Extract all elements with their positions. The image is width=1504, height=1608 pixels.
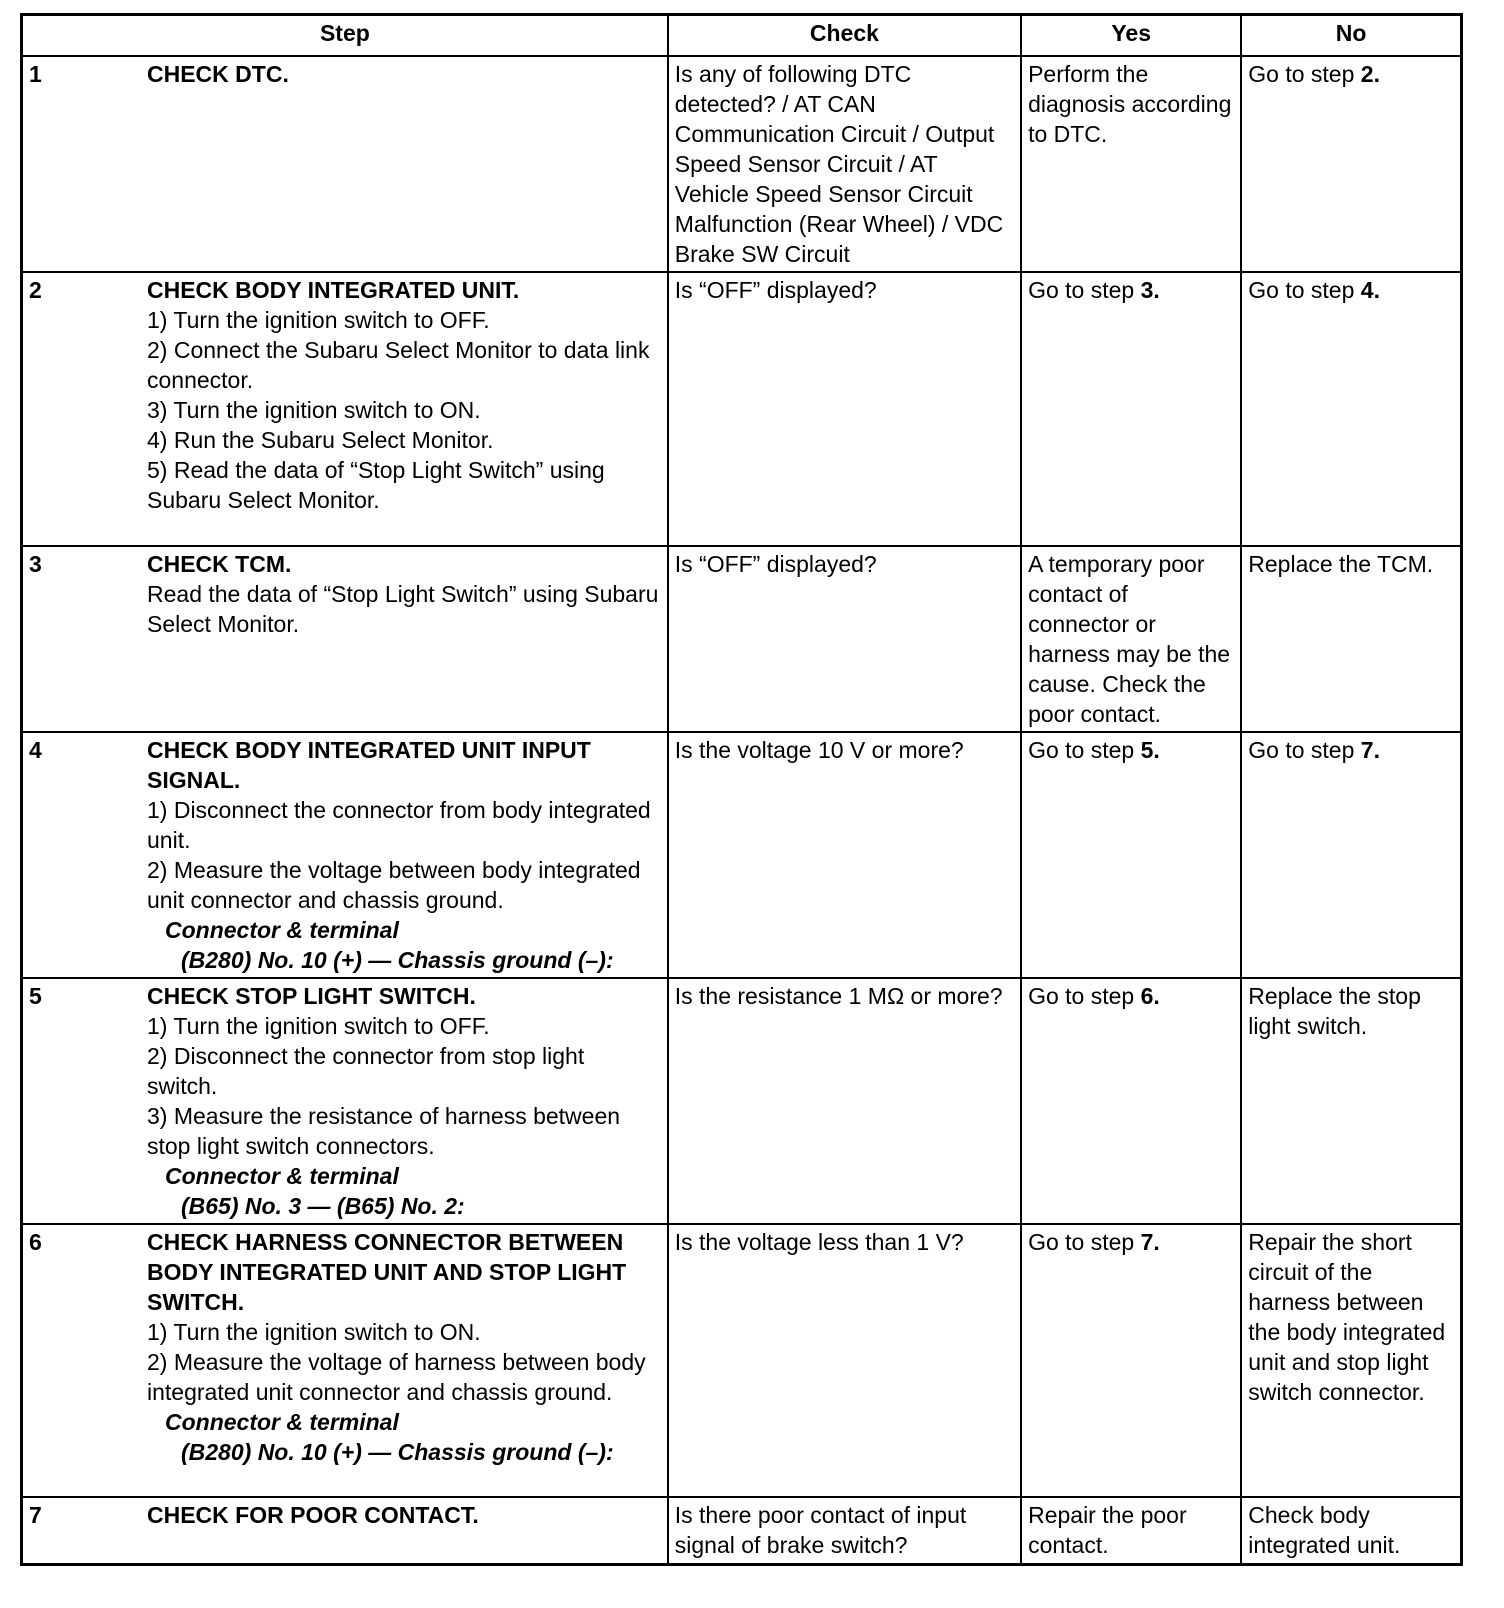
yes-step-ref: 5. — [1140, 737, 1160, 763]
step-instruction: 1) Turn the ignition switch to OFF. — [147, 307, 490, 333]
no-step-ref: 7. — [1360, 737, 1380, 763]
step-content — [147, 1500, 661, 1530]
header-row — [22, 15, 1462, 57]
no-step-ref: 2. — [1360, 61, 1380, 87]
step-title: CHECK BODY INTEGRATED UNIT. — [147, 277, 520, 303]
step-instruction: 2) Measure the voltage of harness between body integrated unit connector and chassis ground. — [147, 1349, 646, 1405]
step-number: 2 — [29, 277, 42, 303]
no-text: Replace the TCM. — [1248, 551, 1434, 577]
check-cell: Is the resistance 1 MΩ or more? — [668, 978, 1021, 1224]
yes-cell — [1021, 1224, 1241, 1497]
check-cell: Is the voltage less than 1 V? — [668, 1224, 1021, 1497]
step-title: CHECK FOR POOR CONTACT. — [147, 1502, 479, 1528]
yes-cell — [1021, 978, 1241, 1224]
step-content — [147, 1227, 661, 1467]
connector-terminal: (B280) No. 10 (+) — Chassis ground (–): — [181, 947, 614, 973]
header-yes: Yes — [1021, 15, 1241, 57]
step-instruction: 1) Turn the ignition switch to OFF. — [147, 1013, 490, 1039]
step-instruction: 1) Turn the ignition switch to ON. — [147, 1319, 481, 1345]
table-row — [22, 56, 1462, 272]
step-content — [147, 549, 661, 639]
step-cell — [22, 546, 668, 732]
check-cell: Is “OFF” displayed? — [668, 546, 1021, 732]
no-cell — [1241, 546, 1461, 732]
yes-text: Perform the diagnosis according to DTC. — [1028, 61, 1232, 147]
step-title: CHECK TCM. — [147, 551, 292, 577]
yes-cell — [1021, 272, 1241, 546]
step-number: 5 — [29, 983, 42, 1009]
check-cell: Is any of following DTC detected? / AT CAN Communication Circuit / Output Speed Sensor Circuit / AT Vehicle Speed Sensor Circuit Malfunction (Rear Wheel) / VDC Brake SW Circuit — [668, 56, 1021, 272]
yes-cell — [1021, 56, 1241, 272]
step-title: CHECK BODY INTEGRATED UNIT INPUT SIGNAL. — [147, 737, 591, 793]
connector-terminal: (B65) No. 3 — (B65) No. 2: — [181, 1193, 465, 1219]
step-cell — [22, 732, 668, 978]
no-cell — [1241, 732, 1461, 978]
yes-cell — [1021, 546, 1241, 732]
yes-text: A temporary poor contact of connector or harness may be the cause. Check the poor contact. — [1028, 551, 1231, 727]
step-number: 1 — [29, 61, 42, 87]
check-cell: Is “OFF” displayed? — [668, 272, 1021, 546]
step-cell — [22, 978, 668, 1224]
step-content — [147, 59, 661, 89]
step-instruction: 3) Turn the ignition switch to ON. — [147, 397, 481, 423]
step-instruction: 2) Connect the Subaru Select Monitor to data link connector. — [147, 337, 650, 393]
no-text: Check body integrated unit. — [1248, 1502, 1401, 1558]
step-number: 3 — [29, 551, 42, 577]
step-instruction: 5) Read the data of “Stop Light Switch” using Subaru Select Monitor. — [147, 457, 605, 513]
step-title: CHECK STOP LIGHT SWITCH. — [147, 983, 476, 1009]
yes-step-ref: 6. — [1140, 983, 1160, 1009]
step-number: 6 — [29, 1229, 42, 1255]
yes-cell — [1021, 1497, 1241, 1564]
header-no: No — [1241, 15, 1461, 57]
no-step-ref: 4. — [1360, 277, 1380, 303]
no-text: Repair the short circuit of the harness between the body integrated unit and stop light switch connector. — [1248, 1229, 1446, 1405]
yes-text: Go to step — [1028, 277, 1141, 303]
step-title: CHECK DTC. — [147, 61, 289, 87]
step-instruction: 3) Measure the resistance of harness between stop light switch connectors. — [147, 1103, 621, 1159]
no-cell — [1241, 1497, 1461, 1564]
step-instruction: 4) Run the Subaru Select Monitor. — [147, 427, 494, 453]
step-instruction: 2) Measure the voltage between body integrated unit connector and chassis ground. — [147, 857, 641, 913]
no-text: Go to step — [1248, 61, 1361, 87]
no-cell — [1241, 978, 1461, 1224]
yes-step-ref: 7. — [1140, 1229, 1160, 1255]
step-number: 7 — [29, 1502, 42, 1528]
no-cell — [1241, 56, 1461, 272]
yes-cell — [1021, 732, 1241, 978]
step-cell — [22, 56, 668, 272]
step-number: 4 — [29, 737, 42, 763]
step-instruction: 2) Disconnect the connector from stop light switch. — [147, 1043, 585, 1099]
step-cell — [22, 1224, 668, 1497]
step-content — [147, 735, 661, 975]
step-instruction: 1) Disconnect the connector from body integrated unit. — [147, 797, 651, 853]
table-row — [22, 1224, 1462, 1497]
step-title: CHECK HARNESS CONNECTOR BETWEEN BODY INTEGRATED UNIT AND STOP LIGHT SWITCH. — [147, 1229, 627, 1315]
yes-text: Repair the poor contact. — [1028, 1502, 1187, 1558]
diagnostic-table — [20, 13, 1463, 1566]
yes-step-ref: 3. — [1140, 277, 1160, 303]
step-instruction: Read the data of “Stop Light Switch” using Subaru Select Monitor. — [147, 581, 659, 637]
table-row — [22, 272, 1462, 546]
header-step: Step — [22, 15, 668, 57]
yes-text: Go to step — [1028, 1229, 1141, 1255]
table-row — [22, 732, 1462, 978]
step-content — [147, 981, 661, 1221]
table-row — [22, 1497, 1462, 1564]
no-text: Go to step — [1248, 737, 1361, 763]
connector-heading: Connector & terminal — [165, 1163, 399, 1189]
no-cell — [1241, 272, 1461, 546]
connector-heading: Connector & terminal — [165, 1409, 399, 1435]
check-cell: Is there poor contact of input signal of brake switch? — [668, 1497, 1021, 1564]
table-row — [22, 978, 1462, 1224]
step-cell — [22, 272, 668, 546]
no-cell — [1241, 1224, 1461, 1497]
yes-text: Go to step — [1028, 983, 1141, 1009]
step-cell — [22, 1497, 668, 1564]
step-content — [147, 275, 661, 515]
yes-text: Go to step — [1028, 737, 1141, 763]
header-check: Check — [668, 15, 1021, 57]
no-text: Go to step — [1248, 277, 1361, 303]
table-body — [22, 56, 1462, 1564]
connector-terminal: (B280) No. 10 (+) — Chassis ground (–): — [181, 1439, 614, 1465]
no-text: Replace the stop light switch. — [1248, 983, 1421, 1039]
check-cell: Is the voltage 10 V or more? — [668, 732, 1021, 978]
table-row — [22, 546, 1462, 732]
connector-heading: Connector & terminal — [165, 917, 399, 943]
